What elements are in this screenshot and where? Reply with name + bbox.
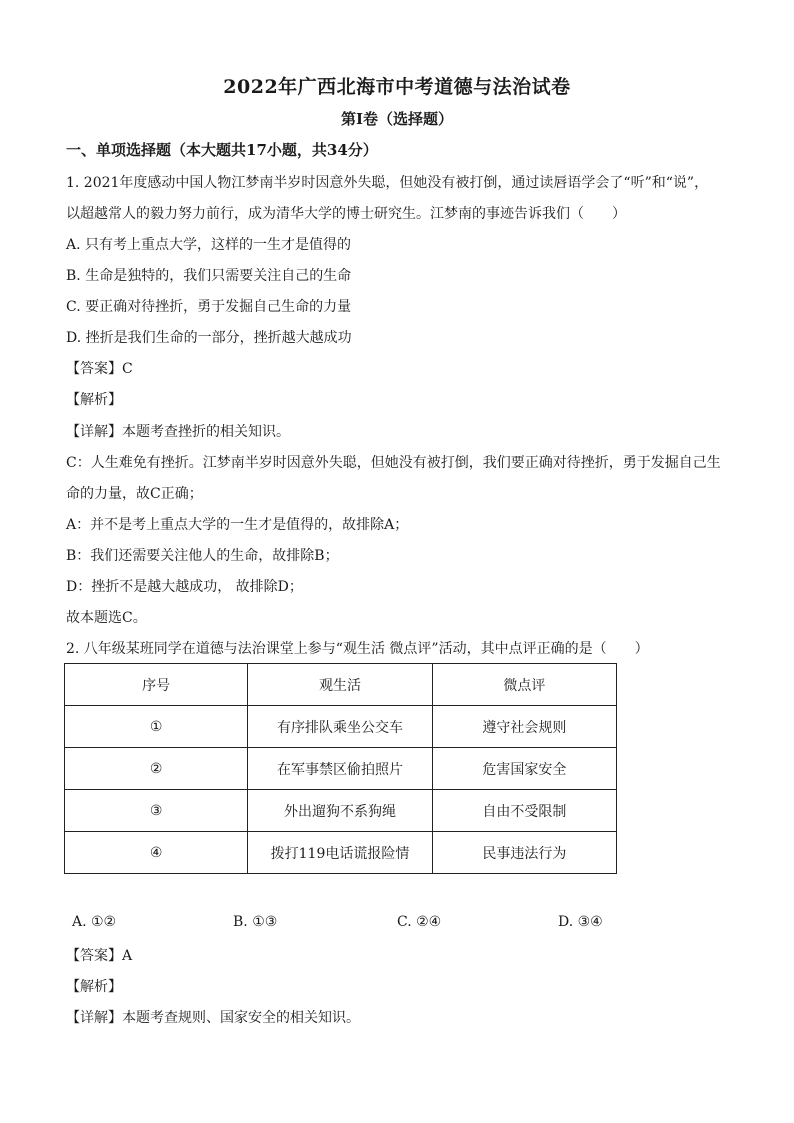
table-cell: 外出遛狗不系狗绳 <box>248 790 432 832</box>
table-row <box>65 832 617 874</box>
table-cell: ② <box>65 748 248 790</box>
q2-option-d: D. ③④ <box>558 914 603 930</box>
table-cell: ③ <box>65 790 248 832</box>
section-heading: 一、单项选择题（本大题共17小题，共34分） <box>66 141 378 159</box>
q1-explain-c-line1: C：人生难免有挫折。江梦南半岁时因意外失聪，但她没有被打倒，我们要正确对待挫折，勇于发掘自己生 <box>66 455 721 471</box>
q2-option-a: A. ①② <box>72 914 117 930</box>
table-header: 微点评 <box>432 664 616 706</box>
table-row <box>65 790 617 832</box>
q2-option-b: B. ①③ <box>233 914 278 930</box>
q1-conclusion: 故本题选C。 <box>66 610 147 626</box>
table-cell: 在军事禁区偷拍照片 <box>248 748 432 790</box>
q1-option-a: A. 只有考上重点大学，这样的一生才是值得的 <box>66 237 352 253</box>
q2-stem: 2. 八年级某班同学在道德与法治课堂上参与“观生活 微点评”活动，其中点评正确的是（ ） <box>66 641 649 657</box>
q1-stem-line1: 1. 2021年度感动中国人物江梦南半岁时因意外失聪，但她没有被打倒，通过读唇语学会了“听”和“说”， <box>66 175 709 191</box>
table-header: 观生活 <box>248 664 432 706</box>
table-cell: 有序排队乘坐公交车 <box>248 706 432 748</box>
table-row <box>65 706 617 748</box>
q1-detail: 【详解】本题考查挫折的相关知识。 <box>66 424 290 440</box>
q2-option-c: C. ②④ <box>397 914 442 930</box>
table-header-row <box>65 664 617 706</box>
table-cell: 遵守社会规则 <box>432 706 616 748</box>
q1-option-b: B. 生命是独特的，我们只需要关注自己的生命 <box>66 268 352 284</box>
table-header: 序号 <box>65 664 248 706</box>
page-subtitle: 第Ⅰ卷（选择题） <box>340 110 454 128</box>
table-cell: 民事违法行为 <box>432 832 616 874</box>
observation-table <box>64 663 617 874</box>
q1-explain-b: B：我们还需要关注他人的生命，故排除B； <box>66 548 339 564</box>
table-cell: 拨打119电话谎报险情 <box>248 832 432 874</box>
q1-explain-c-line2: 命的力量，故C正确； <box>66 486 203 502</box>
q1-stem-line2: 以超越常人的毅力努力前行，成为清华大学的博士研究生。江梦南的事迹告诉我们（ ） <box>66 206 626 222</box>
q2-answer: 【答案】A <box>66 948 133 964</box>
q2-detail: 【详解】本题考查规则、国家安全的相关知识。 <box>66 1010 360 1026</box>
q1-option-c: C. 要正确对待挫折，勇于发掘自己生命的力量 <box>66 299 352 315</box>
table-row <box>65 748 617 790</box>
q1-answer: 【答案】C <box>66 361 133 377</box>
q2-analysis-label: 【解析】 <box>66 979 122 995</box>
table-cell: ④ <box>65 832 248 874</box>
table-cell: 危害国家安全 <box>432 748 616 790</box>
table-cell: ① <box>65 706 248 748</box>
table-cell: 自由不受限制 <box>432 790 616 832</box>
q1-analysis-label: 【解析】 <box>66 392 122 408</box>
q1-explain-a: A：并不是考上重点大学的一生才是值得的，故排除A； <box>66 517 409 533</box>
page-title: 2022年广西北海市中考道德与法治试卷 <box>223 76 571 98</box>
q1-explain-d: D：挫折不是越大越成功， 故排除D； <box>66 579 303 595</box>
q1-option-d: D. 挫折是我们生命的一部分，挫折越大越成功 <box>66 330 352 346</box>
